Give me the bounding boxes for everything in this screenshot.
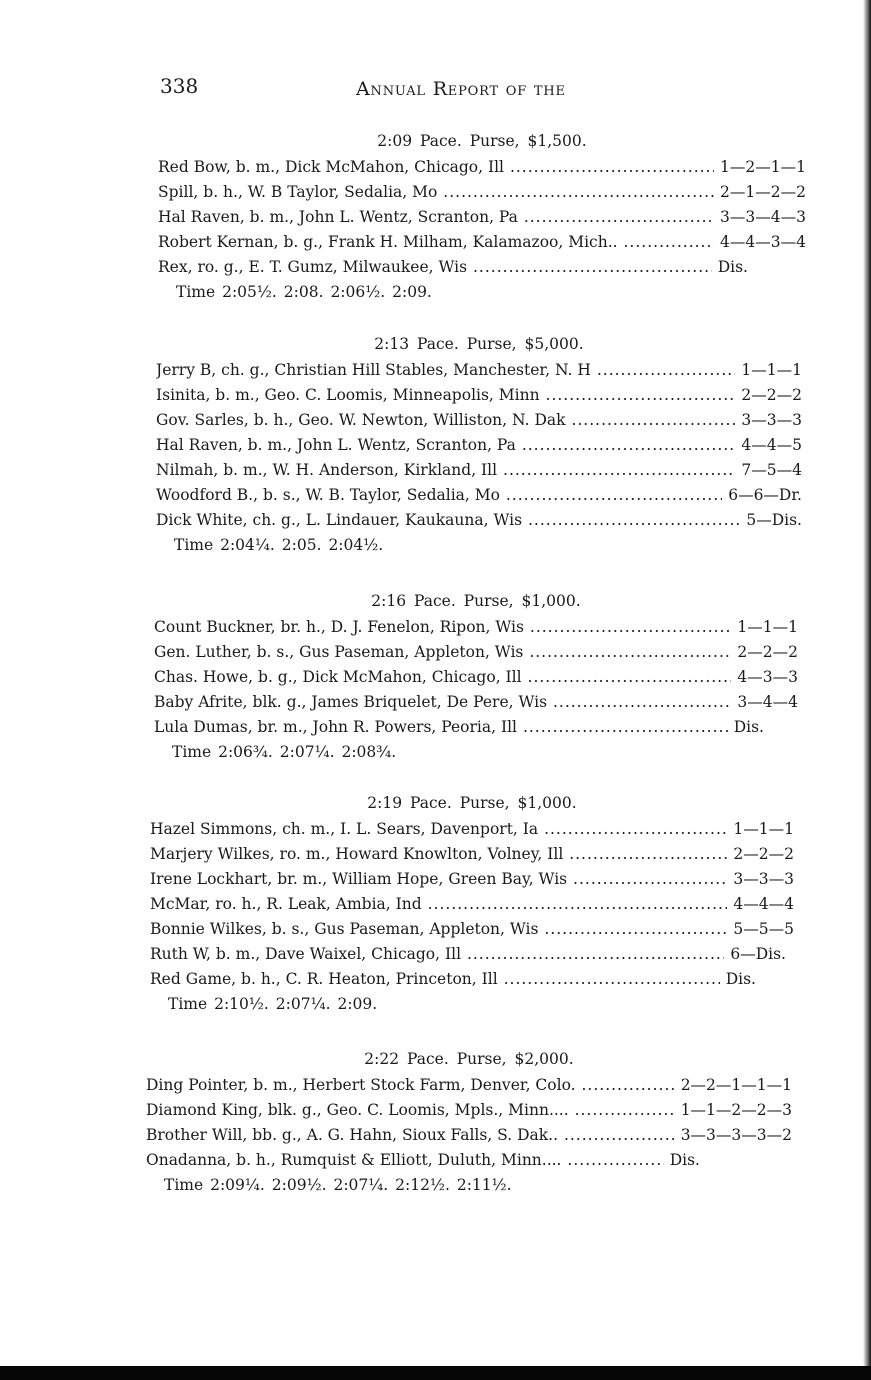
horse-entry: Chas. Howe, b. g., Dick McMahon, Chicago, Ill ..... xyxy=(154,665,731,690)
page-number: 338 xyxy=(160,74,199,98)
horse-entry: Marjery Wilkes, ro. m., Howard Knowlton, Volney, Ill ..... xyxy=(150,842,727,867)
race-entry xyxy=(156,383,802,408)
race-times: Time 2:09¼. 2:09½. 2:07¼. 2:12½. 2:11½. xyxy=(164,1176,512,1194)
race-section xyxy=(150,792,794,1017)
race-times: Time 2:05½. 2:08. 2:06½. 2:09. xyxy=(176,283,432,301)
race-entry xyxy=(146,1073,792,1098)
race-entry xyxy=(154,690,798,715)
heat-results: 4—3—3 xyxy=(737,668,798,686)
race-entry xyxy=(158,205,806,230)
heat-results: Dis. xyxy=(717,258,748,276)
race-entry xyxy=(154,665,798,690)
heat-results: 3—3—3 xyxy=(733,870,794,888)
race-entry xyxy=(156,483,802,508)
race-entry xyxy=(150,967,794,992)
heat-results: 6—6—Dr. xyxy=(728,486,802,504)
race-section xyxy=(158,130,806,305)
heat-results: 7—5—4 xyxy=(741,461,802,479)
race-title: 2:16 Pace. Purse, $1,000. xyxy=(371,592,581,610)
heat-results: 6—Dis. xyxy=(730,945,786,963)
race-times: Time 2:06¾. 2:07¼. 2:08¾. xyxy=(172,743,397,761)
race-entry xyxy=(156,508,802,533)
heat-results: 3—3—3—3—2 xyxy=(680,1126,792,1144)
heat-results: 4—4—5 xyxy=(741,436,802,454)
race-times: Time 2:04¼. 2:05. 2:04½. xyxy=(174,536,384,554)
horse-entry: Red Bow, b. m., Dick McMahon, Chicago, Ill ..... xyxy=(158,155,714,180)
horse-entry: Robert Kernan, b. g., Frank H. Milham, Kalamazoo, Mich.. ..... xyxy=(158,230,714,255)
horse-entry: Hal Raven, b. m., John L. Wentz, Scranton, Pa ..... xyxy=(156,433,735,458)
horse-entry: Onadanna, b. h., Rumquist & Elliott, Duluth, Minn.... ..... xyxy=(146,1148,664,1173)
race-entry xyxy=(146,1098,792,1123)
race-entry xyxy=(158,180,806,205)
horse-entry: Brother Will, bb. g., A. G. Hahn, Sioux Falls, S. Dak.. ..... xyxy=(146,1123,675,1148)
heat-results: 4—4—4 xyxy=(733,895,794,913)
horse-entry: Red Game, b. h., C. R. Heaton, Princeton, Ill ..... xyxy=(150,967,720,992)
running-head: Annual Report of the xyxy=(356,78,566,100)
heat-results: 1—1—1 xyxy=(733,820,794,838)
race-section xyxy=(156,333,802,558)
heat-results: 2—2—2 xyxy=(741,386,802,404)
heat-results: 2—2—1—1—1 xyxy=(680,1076,792,1094)
race-entry xyxy=(154,615,798,640)
race-entry xyxy=(150,892,794,917)
race-entry xyxy=(150,867,794,892)
race-entry xyxy=(146,1148,792,1173)
race-entry xyxy=(158,155,806,180)
heat-results: 5—5—5 xyxy=(733,920,794,938)
race-entry xyxy=(156,458,802,483)
race-entry xyxy=(150,817,794,842)
heat-results: 4—4—3—4 xyxy=(720,233,806,251)
heat-results: Dis. xyxy=(669,1151,700,1169)
page-edge-bottom xyxy=(0,1366,871,1380)
horse-entry: Hazel Simmons, ch. m., I. L. Sears, Davenport, Ia ..... xyxy=(150,817,727,842)
race-entry xyxy=(154,715,798,740)
race-entry xyxy=(150,942,794,967)
race-section xyxy=(154,590,798,765)
race-title: 2:09 Pace. Purse, $1,500. xyxy=(377,132,587,150)
heat-results: Dis. xyxy=(725,970,756,988)
horse-entry: Gen. Luther, b. s., Gus Paseman, Appleton, Wis ..... xyxy=(154,640,731,665)
horse-entry: Gov. Sarles, b. h., Geo. W. Newton, Williston, N. Dak ..... xyxy=(156,408,735,433)
race-entry xyxy=(156,358,802,383)
horse-entry: Ding Pointer, b. m., Herbert Stock Farm, Denver, Colo. ..... xyxy=(146,1073,675,1098)
horse-entry: Lula Dumas, br. m., John R. Powers, Peoria, Ill ..... xyxy=(154,715,728,740)
heat-results: 3—4—4 xyxy=(737,693,798,711)
heat-results: 3—3—3 xyxy=(741,411,802,429)
race-entry xyxy=(150,917,794,942)
page-edge-right xyxy=(863,0,871,1368)
heat-results: 3—3—4—3 xyxy=(720,208,806,226)
horse-entry: Bonnie Wilkes, b. s., Gus Paseman, Appleton, Wis ..... xyxy=(150,917,727,942)
heat-results: 1—1—1 xyxy=(737,618,798,636)
race-section xyxy=(146,1048,792,1198)
race-entry xyxy=(156,408,802,433)
heat-results: 1—1—1 xyxy=(741,361,802,379)
heat-results: 1—1—2—2—3 xyxy=(680,1101,792,1119)
horse-entry: Jerry B, ch. g., Christian Hill Stables, Manchester, N. H ..... xyxy=(156,358,735,383)
race-times: Time 2:10½. 2:07¼. 2:09. xyxy=(168,995,378,1013)
horse-entry: Rex, ro. g., E. T. Gumz, Milwaukee, Wis ..... xyxy=(158,255,712,280)
race-entry xyxy=(154,640,798,665)
race-title: 2:13 Pace. Purse, $5,000. xyxy=(374,335,584,353)
horse-entry: Spill, b. h., W. B Taylor, Sedalia, Mo ..... xyxy=(158,180,714,205)
horse-entry: Nilmah, b. m., W. H. Anderson, Kirkland, Ill ..... xyxy=(156,458,735,483)
horse-entry: Ruth W, b. m., Dave Waixel, Chicago, Ill ..... xyxy=(150,942,724,967)
race-entry xyxy=(156,433,802,458)
horse-entry: Irene Lockhart, br. m., William Hope, Green Bay, Wis ..... xyxy=(150,867,727,892)
horse-entry: Dick White, ch. g., L. Lindauer, Kaukauna, Wis ..... xyxy=(156,508,740,533)
race-entry xyxy=(150,842,794,867)
heat-results: 2—2—2 xyxy=(737,643,798,661)
race-entry xyxy=(146,1123,792,1148)
heat-results: 2—2—2 xyxy=(733,845,794,863)
horse-entry: McMar, ro. h., R. Leak, Ambia, Ind ..... xyxy=(150,892,727,917)
horse-entry: Baby Afrite, blk. g., James Briquelet, De Pere, Wis ..... xyxy=(154,690,731,715)
heat-results: 5—Dis. xyxy=(746,511,802,529)
horse-entry: Count Buckner, br. h., D. J. Fenelon, Ripon, Wis ..... xyxy=(154,615,731,640)
race-entry xyxy=(158,255,806,280)
horse-entry: Diamond King, blk. g., Geo. C. Loomis, Mpls., Minn.... ..... xyxy=(146,1098,675,1123)
race-entry xyxy=(158,230,806,255)
heat-results: Dis. xyxy=(733,718,764,736)
horse-entry: Woodford B., b. s., W. B. Taylor, Sedalia, Mo ..... xyxy=(156,483,722,508)
horse-entry: Isinita, b. m., Geo. C. Loomis, Minneapolis, Minn ..... xyxy=(156,383,735,408)
horse-entry: Hal Raven, b. m., John L. Wentz, Scranton, Pa ..... xyxy=(158,205,714,230)
heat-results: 2—1—2—2 xyxy=(720,183,806,201)
heat-results: 1—2—1—1 xyxy=(720,158,806,176)
race-title: 2:19 Pace. Purse, $1,000. xyxy=(367,794,577,812)
race-title: 2:22 Pace. Purse, $2,000. xyxy=(364,1050,574,1068)
